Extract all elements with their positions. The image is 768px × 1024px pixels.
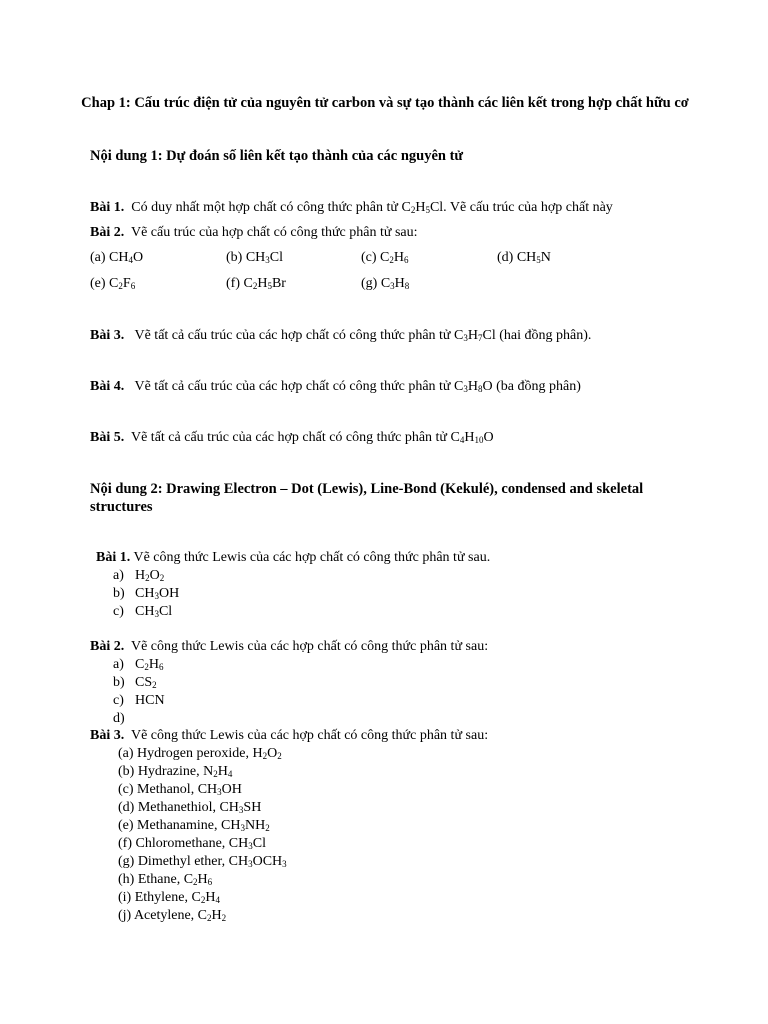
- exercise-label: Bài 3.: [90, 328, 125, 343]
- section1-heading: Nội dung 1: Dự đoán số liên kết tạo thành của các nguyên tử: [90, 148, 464, 164]
- s2-exercise-2: Bài 2. Vẽ công thức Lewis của các hợp chất có công thức phân tử sau:: [90, 639, 489, 654]
- formula-item-b: (b) $CH_3Cl$: [226, 250, 284, 265]
- list-item: (a) Hydrogen peroxide, $H_2O_2$: [118, 746, 282, 761]
- formula-item-e: (e) $C_2F_6$: [90, 276, 136, 291]
- list-item: (b) Hydrazine, $N_2H_4$: [118, 764, 233, 779]
- s2-exercise-3: Bài 3. Vẽ công thức Lewis của các hợp chất có công thức phân tử sau:: [90, 728, 489, 743]
- formula-item-c: (c) $C_2H_6$: [361, 250, 409, 265]
- list-item: (f) Chloromethane, $CH_3Cl$: [118, 836, 266, 851]
- exercise-label: Bài 1.: [90, 200, 125, 215]
- s1-exercise-1: Bài 1. Có duy nhất một hợp chất có công thức phân tử $C_2H_5Cl$. Vẽ cấu trúc của hợp chất này: [90, 200, 613, 215]
- formula-item-g: (g) $C_3H_8$: [361, 276, 410, 291]
- s2-exercise-1: Bài 1. Vẽ công thức Lewis của các hợp chất có công thức phân tử sau.: [96, 550, 491, 565]
- s1-exercise-4: Bài 4. Vẽ tất cả cấu trúc của các hợp chất có công thức phân tử $C_3H_8O$ (ba đồng phân): [90, 379, 581, 394]
- list-item: (j) Acetylene, $C_2H_2$: [118, 908, 227, 923]
- list-item: b) $CS_2$: [113, 675, 157, 690]
- list-item: (i) Ethylene, $C_2H_4$: [118, 890, 220, 905]
- list-item: c) HCN: [113, 693, 165, 708]
- s1-exercise-5: Bài 5. Vẽ tất cả cấu trúc của các hợp chất có công thức phân tử $C_4H_{10}O$: [90, 430, 494, 445]
- exercise-label: Bài 3.: [90, 728, 125, 743]
- list-item: (e) Methanamine, $CH_3NH_2$: [118, 818, 270, 833]
- list-item: (h) Ethane, $C_2H_6$: [118, 872, 213, 887]
- section2-heading: Nội dung 2: Drawing Electron – Dot (Lewis), Line-Bond (Kekulé), condensed and skeletal structures: [90, 481, 644, 515]
- chapter-title: Chap 1: Cấu trúc điện tử của nguyên tử carbon và sự tạo thành các liên kết trong hợp chất hữu cơ: [81, 95, 689, 111]
- list-item: b) $CH_3OH$: [113, 586, 180, 601]
- exercise-label: Bài 5.: [90, 430, 125, 445]
- list-item: d): [113, 711, 125, 726]
- exercise-label: Bài 1.: [96, 550, 131, 565]
- formula-item-a: (a) $CH_4O$: [90, 250, 144, 265]
- formula-item-f: (f) $C_2H_5Br$: [226, 276, 286, 291]
- list-item: (d) Methanethiol, $CH_3SH$: [118, 800, 262, 815]
- list-item: (c) Methanol, $CH_3OH$: [118, 782, 242, 797]
- list-item: a) $C_2H_6$: [113, 657, 164, 672]
- list-item: a) $H_2O_2$: [113, 568, 165, 583]
- exercise-label: Bài 2.: [90, 639, 125, 654]
- exercise-label: Bài 4.: [90, 379, 125, 394]
- s1-exercise-2: Bài 2. Vẽ cấu trúc của hợp chất có công thức phân tử sau:: [90, 225, 418, 240]
- list-item: c) $CH_3Cl$: [113, 604, 173, 619]
- formula-item-d: (d) $CH_5N$: [497, 250, 551, 265]
- exercise-label: Bài 2.: [90, 225, 125, 240]
- list-item: (g) Dimethyl ether, $CH_3OCH_3$: [118, 854, 287, 869]
- s1-exercise-3: Bài 3. Vẽ tất cả cấu trúc của các hợp chất có công thức phân tử $C_3H_7Cl$ (hai đồng phân).: [90, 328, 592, 343]
